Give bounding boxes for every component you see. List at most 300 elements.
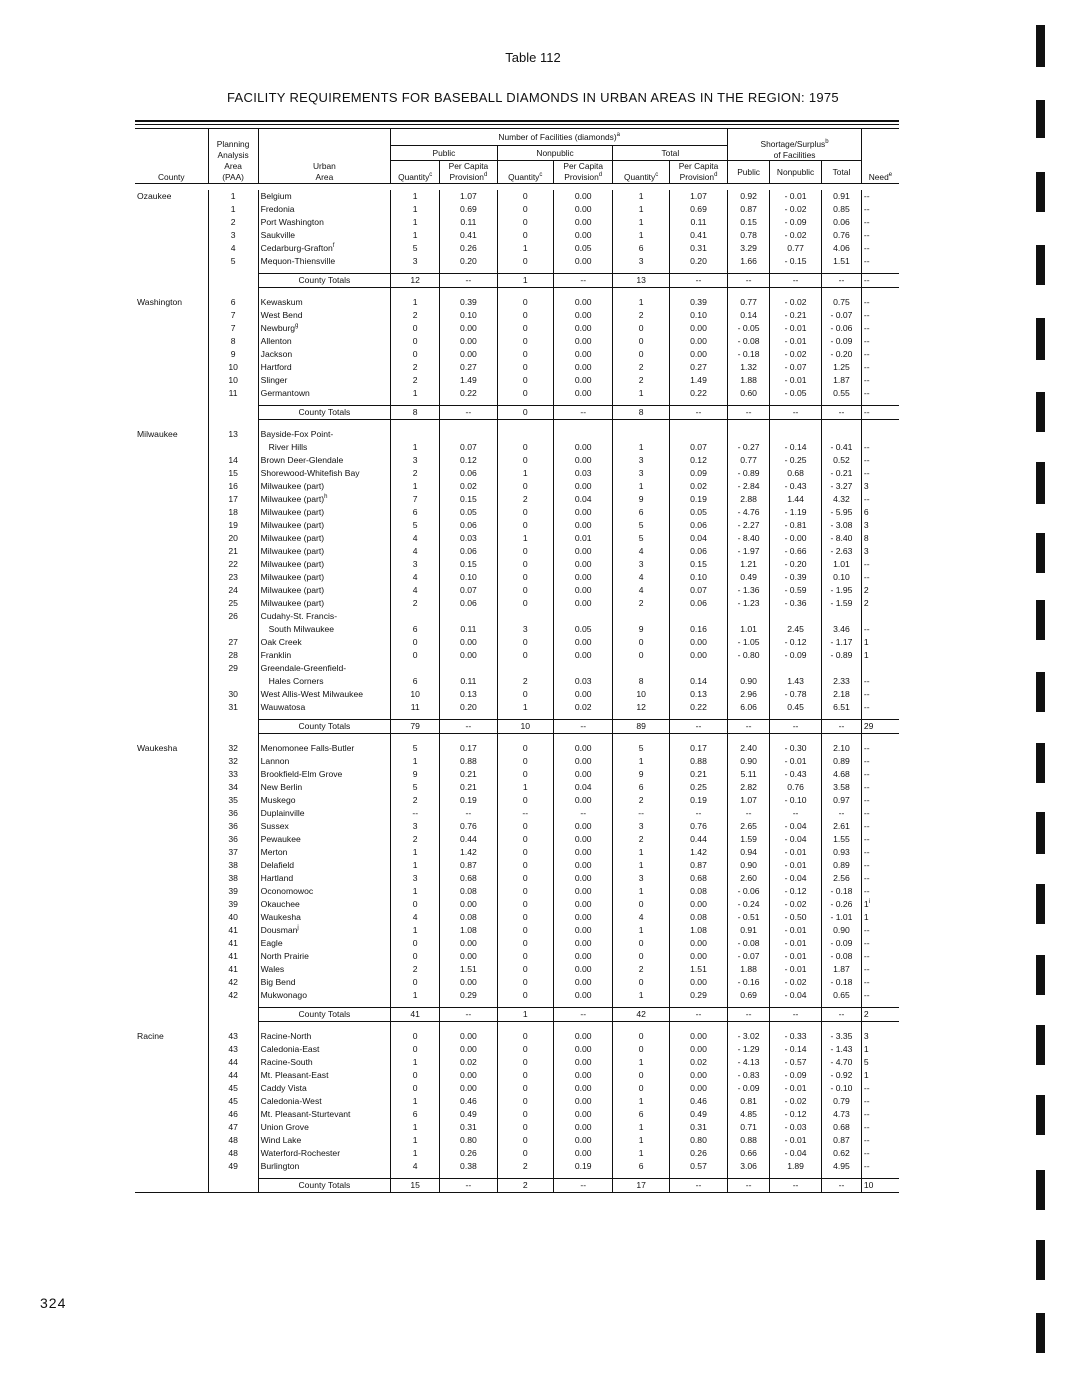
scan-edge-mark — [1036, 672, 1045, 712]
paa-cell: 35 — [208, 794, 258, 807]
paa-cell: 45 — [208, 1082, 258, 1095]
county-cell — [135, 688, 208, 701]
value-cell-pp: 0.00 — [440, 1030, 497, 1043]
totals-label: County Totals — [258, 720, 391, 734]
value-cell — [391, 662, 440, 675]
area-cell — [258, 755, 391, 768]
value-cell-pp: 0.69 — [440, 203, 497, 216]
value-cell-sn: - 0.57 — [769, 1056, 821, 1069]
value-cell-tp: 0.68 — [669, 872, 727, 885]
value-cell-st: - 0.26 — [822, 898, 862, 911]
county-totals-row — [135, 1008, 899, 1022]
value-cell-pq: 5 — [391, 781, 440, 794]
value-cell-st: - 0.10 — [822, 1082, 862, 1095]
table-row — [135, 203, 899, 216]
value-cell-sn: - 0.15 — [769, 255, 821, 268]
value-cell-tq: 3 — [613, 558, 669, 571]
value-cell-np: 0.00 — [553, 898, 612, 911]
totals-cell-sp: -- — [728, 1008, 770, 1022]
value-cell-tp: 0.29 — [669, 989, 727, 1002]
value-cell-st: - 0.20 — [822, 348, 862, 361]
value-cell-sn: - 0.36 — [769, 597, 821, 610]
value-cell-tq: 3 — [613, 255, 669, 268]
table-row — [135, 649, 899, 662]
paa-cell: 42 — [208, 976, 258, 989]
totals-cell-st: -- — [822, 720, 862, 734]
value-cell-nq: 2 — [497, 493, 553, 506]
paa-cell: 8 — [208, 335, 258, 348]
value-cell — [861, 428, 899, 441]
group-nonpublic: Nonpublic — [497, 146, 613, 161]
value-cell — [497, 662, 553, 675]
county-cell — [135, 649, 208, 662]
county-cell — [135, 768, 208, 781]
value-cell-pp: -- — [440, 807, 497, 820]
area-cell — [258, 532, 391, 545]
table-row — [135, 309, 899, 322]
value-cell-np: 0.00 — [553, 597, 612, 610]
area-cell — [258, 519, 391, 532]
paa-cell: 44 — [208, 1069, 258, 1082]
paa-cell: 39 — [208, 898, 258, 911]
value-cell-np: 0.00 — [553, 545, 612, 558]
value-cell-nq: 0 — [497, 229, 553, 242]
value-cell-tq: 1 — [613, 1121, 669, 1134]
value-cell-pq: 6 — [391, 623, 440, 636]
value-cell-np: 0.00 — [553, 794, 612, 807]
value-cell-sn: - 0.05 — [769, 387, 821, 400]
value-cell-sn: - 0.02 — [769, 229, 821, 242]
totals-cell-need: -- — [861, 406, 899, 420]
value-cell-np: 0.00 — [553, 558, 612, 571]
area-cell — [258, 1147, 391, 1160]
county-cell — [135, 493, 208, 506]
area-cell — [258, 976, 391, 989]
value-cell-pq: 1 — [391, 989, 440, 1002]
county-cell — [135, 374, 208, 387]
value-cell-pq: -- — [391, 807, 440, 820]
value-cell-st: - 0.41 — [822, 441, 862, 454]
value-cell-sp: 1.66 — [728, 255, 770, 268]
value-cell-pq: 1 — [391, 885, 440, 898]
area-name: Hartland — [260, 873, 294, 883]
value-cell-nq: 1 — [497, 242, 553, 255]
value-cell-tq: 6 — [613, 781, 669, 794]
value-cell-st: - 1.59 — [822, 597, 862, 610]
value-cell-pq: 1 — [391, 1121, 440, 1134]
value-cell-sp: - 0.27 — [728, 441, 770, 454]
value-cell — [669, 610, 727, 623]
value-cell-np: 0.00 — [553, 216, 612, 229]
value-cell-tp: 0.00 — [669, 1069, 727, 1082]
county-cell — [135, 924, 208, 937]
value-cell-nq: 0 — [497, 937, 553, 950]
table-row — [135, 623, 899, 636]
value-cell-st: - 0.18 — [822, 885, 862, 898]
value-cell-need: -- — [861, 493, 899, 506]
value-cell-nq: 3 — [497, 623, 553, 636]
value-cell-pq: 4 — [391, 571, 440, 584]
totals-cell-need: 29 — [861, 720, 899, 734]
county-cell — [135, 623, 208, 636]
county-cell — [135, 846, 208, 859]
county-cell — [135, 348, 208, 361]
value-cell-np: 0.00 — [553, 976, 612, 989]
area-name: Sussex — [260, 821, 289, 831]
value-cell-np: 0.00 — [553, 309, 612, 322]
value-cell-np: 0.00 — [553, 872, 612, 885]
value-cell-need: -- — [861, 833, 899, 846]
value-cell-tq: 1 — [613, 1134, 669, 1147]
table-row — [135, 1095, 899, 1108]
value-cell-tp: 0.80 — [669, 1134, 727, 1147]
county-cell — [135, 203, 208, 216]
totals-cell-pp: -- — [440, 274, 497, 288]
scan-edge-mark — [1036, 1240, 1045, 1280]
totals-cell-pp: -- — [440, 1179, 497, 1193]
value-cell-pp: 0.17 — [440, 742, 497, 755]
value-cell-sn: - 0.04 — [769, 872, 821, 885]
totals-cell-tp: -- — [669, 1008, 727, 1022]
value-cell-need: 2 — [861, 597, 899, 610]
value-cell-need: -- — [861, 950, 899, 963]
county-cell: Waukesha — [137, 743, 178, 753]
area-cell — [258, 807, 391, 820]
value-cell-pp: 0.41 — [440, 229, 497, 242]
table-row — [135, 937, 899, 950]
value-cell-st: 0.75 — [822, 296, 862, 309]
value-cell — [497, 610, 553, 623]
area-name: Racine-North — [260, 1031, 312, 1041]
area-name: Milwaukee (part) — [260, 572, 325, 582]
totals-cell-pq: 12 — [391, 274, 440, 288]
value-cell-tq: 6 — [613, 506, 669, 519]
value-cell-st: - 0.21 — [822, 467, 862, 480]
value-cell-np: 0.00 — [553, 924, 612, 937]
value-cell-st: 0.85 — [822, 203, 862, 216]
value-cell-pp: 0.00 — [440, 950, 497, 963]
value-cell-tq: 0 — [613, 950, 669, 963]
value-cell-st: - 1.17 — [822, 636, 862, 649]
paa-cell: 42 — [208, 989, 258, 1002]
area-name: Jackson — [260, 349, 293, 359]
area-cell — [258, 963, 391, 976]
value-cell-tp: 0.00 — [669, 649, 727, 662]
value-cell-need: -- — [861, 675, 899, 688]
area-name: Milwaukee (part) — [260, 546, 325, 556]
area-cell — [258, 649, 391, 662]
table-row — [135, 976, 899, 989]
value-cell-nq: 0 — [497, 846, 553, 859]
value-cell-tp: 0.41 — [669, 229, 727, 242]
value-cell-sp: 0.66 — [728, 1147, 770, 1160]
value-cell-need: 1 — [861, 649, 899, 662]
county-cell: Milwaukee — [137, 429, 178, 439]
value-cell-pq: 7 — [391, 493, 440, 506]
value-cell-pq: 1 — [391, 924, 440, 937]
area-cell — [258, 1069, 391, 1082]
value-cell-pp: 0.68 — [440, 872, 497, 885]
value-cell-pp: 1.51 — [440, 963, 497, 976]
value-cell-pp: 0.00 — [440, 636, 497, 649]
area-cell — [258, 1043, 391, 1056]
area-cell — [258, 480, 391, 493]
value-cell-nq: 0 — [497, 755, 553, 768]
value-cell-sn: - 0.07 — [769, 361, 821, 374]
table-row — [135, 1030, 899, 1043]
col-sp-nonpublic: Nonpublic — [769, 161, 821, 184]
value-cell-pq: 0 — [391, 1043, 440, 1056]
county-cell — [135, 781, 208, 794]
scan-edge-mark — [1036, 1170, 1045, 1210]
value-cell-sn: - 0.01 — [769, 950, 821, 963]
value-cell-st: 0.97 — [822, 794, 862, 807]
area-cell — [258, 937, 391, 950]
county-cell — [135, 309, 208, 322]
table-row — [135, 190, 899, 203]
value-cell-sp: - 0.16 — [728, 976, 770, 989]
value-cell-need: -- — [861, 807, 899, 820]
value-cell-tp: 0.44 — [669, 833, 727, 846]
county-cell — [135, 675, 208, 688]
area-name: Dousman — [260, 925, 298, 935]
value-cell-tq: 2 — [613, 597, 669, 610]
value-cell-pp: 0.05 — [440, 506, 497, 519]
value-cell-pq: 3 — [391, 454, 440, 467]
table-row — [135, 296, 899, 309]
area-cell: Cudahy-St. Francis- — [258, 610, 391, 623]
value-cell-need: -- — [861, 296, 899, 309]
paa-cell: 25 — [208, 597, 258, 610]
value-cell-tq: 4 — [613, 911, 669, 924]
value-cell-pq: 4 — [391, 584, 440, 597]
value-cell-sp: - 0.80 — [728, 649, 770, 662]
value-cell-need: -- — [861, 885, 899, 898]
value-cell-np: 0.00 — [553, 1121, 612, 1134]
value-cell-nq: 0 — [497, 1069, 553, 1082]
value-cell-sp: 1.59 — [728, 833, 770, 846]
value-cell-sp: 3.06 — [728, 1160, 770, 1173]
area-cell — [258, 361, 391, 374]
value-cell-sn: - 0.09 — [769, 216, 821, 229]
area-name: Mequon-Thiensville — [260, 256, 336, 266]
value-cell-need: -- — [861, 242, 899, 255]
county-totals-row — [135, 1179, 899, 1193]
value-cell-need: -- — [861, 216, 899, 229]
value-cell-nq: 1 — [497, 532, 553, 545]
value-cell-st: 0.89 — [822, 755, 862, 768]
paa-cell: 13 — [208, 428, 258, 441]
area-cell: River Hills — [258, 441, 391, 454]
value-cell-need: -- — [861, 387, 899, 400]
table-row — [135, 950, 899, 963]
totals-cell-sn: -- — [769, 1179, 821, 1193]
totals-label: County Totals — [258, 1008, 391, 1022]
value-cell-pq: 1 — [391, 859, 440, 872]
value-cell-np: 0.19 — [553, 1160, 612, 1173]
value-cell-sp: - 0.24 — [728, 898, 770, 911]
table-row — [135, 558, 899, 571]
value-cell-pp: 0.22 — [440, 387, 497, 400]
value-cell-np: 0.00 — [553, 480, 612, 493]
value-cell-sn: - 0.01 — [769, 190, 821, 203]
value-cell-nq: 2 — [497, 1160, 553, 1173]
col-sp-total: Total — [822, 161, 862, 184]
area-name: Racine-South — [260, 1057, 313, 1067]
value-cell-pq: 1 — [391, 190, 440, 203]
value-cell — [391, 610, 440, 623]
value-cell-need: -- — [861, 1147, 899, 1160]
value-cell-need: -- — [861, 846, 899, 859]
value-cell-pq: 0 — [391, 649, 440, 662]
area-name: Milwaukee (part) — [260, 520, 325, 530]
value-cell-tq: 1 — [613, 755, 669, 768]
value-cell-tq: 8 — [613, 675, 669, 688]
value-cell-sn: - 0.43 — [769, 480, 821, 493]
value-cell-tq: 5 — [613, 532, 669, 545]
value-cell-pp: 0.07 — [440, 441, 497, 454]
area-name: Milwaukee (part) — [260, 494, 325, 504]
value-cell-np: 0.03 — [553, 675, 612, 688]
value-cell-np: 0.00 — [553, 203, 612, 216]
value-cell-nq: 0 — [497, 1121, 553, 1134]
value-cell-sn: - 0.02 — [769, 348, 821, 361]
value-cell-np: 0.05 — [553, 623, 612, 636]
value-cell-pp: 0.19 — [440, 794, 497, 807]
value-cell-sp: - 0.18 — [728, 348, 770, 361]
value-cell-sn: - 0.01 — [769, 335, 821, 348]
value-cell-np: 0.00 — [553, 1147, 612, 1160]
value-cell-nq: 0 — [497, 885, 553, 898]
value-cell-pp: 0.06 — [440, 545, 497, 558]
value-cell-pp: 0.87 — [440, 859, 497, 872]
scan-edge-mark — [1036, 172, 1045, 212]
value-cell-need: -- — [861, 1095, 899, 1108]
value-cell-tp: 1.08 — [669, 924, 727, 937]
value-cell-sp: - 1.97 — [728, 545, 770, 558]
value-cell-nq: 0 — [497, 911, 553, 924]
value-cell-np: 0.00 — [553, 1069, 612, 1082]
value-cell-pp: 0.21 — [440, 768, 497, 781]
table-row — [135, 467, 899, 480]
value-cell-tp: 0.02 — [669, 480, 727, 493]
table-row — [135, 374, 899, 387]
county-cell — [135, 1095, 208, 1108]
value-cell-np: 0.00 — [553, 1043, 612, 1056]
value-cell-pq: 0 — [391, 1030, 440, 1043]
value-cell-sp: 0.60 — [728, 387, 770, 400]
value-cell — [669, 428, 727, 441]
area-name: Brown Deer-Glendale — [260, 455, 344, 465]
county-cell — [135, 885, 208, 898]
value-cell-st: 2.10 — [822, 742, 862, 755]
value-cell-sp: - 1.29 — [728, 1043, 770, 1056]
area-cell — [258, 506, 391, 519]
scan-edge-mark — [1036, 743, 1045, 783]
table-row — [135, 989, 899, 1002]
area-name: Milwaukee (part) — [260, 559, 325, 569]
table-row — [135, 454, 899, 467]
value-cell-pp: 0.27 — [440, 361, 497, 374]
value-cell-tq: 12 — [613, 701, 669, 714]
value-cell-nq: 0 — [497, 203, 553, 216]
value-cell-tp: 0.00 — [669, 937, 727, 950]
county-cell — [135, 1108, 208, 1121]
value-cell-tq: 5 — [613, 742, 669, 755]
area-name: Caddy Vista — [260, 1083, 307, 1093]
value-cell-sp: - 2.27 — [728, 519, 770, 532]
area-cell — [258, 924, 391, 937]
table-row — [135, 361, 899, 374]
value-cell-tp: 0.22 — [669, 387, 727, 400]
value-cell-pq: 1 — [391, 229, 440, 242]
value-cell-nq: 0 — [497, 322, 553, 335]
value-cell-nq: 0 — [497, 374, 553, 387]
area-name: Duplainville — [260, 808, 305, 818]
value-cell-pp: 0.49 — [440, 1108, 497, 1121]
col-nonpublic-quantity: Quantity$^c$ — [497, 161, 553, 184]
totals-cell-tq: 13 — [613, 274, 669, 288]
paa-cell: 7 — [208, 309, 258, 322]
value-cell-need: 1 — [861, 1043, 899, 1056]
totals-cell-pp: -- — [440, 1008, 497, 1022]
value-cell-pp: 0.00 — [440, 1082, 497, 1095]
value-cell-sn: - 0.01 — [769, 963, 821, 976]
table-body — [135, 190, 899, 1193]
value-cell-np: 0.00 — [553, 454, 612, 467]
value-cell-sp: - 0.08 — [728, 937, 770, 950]
area-name: Cedarburg-Grafton — [260, 243, 333, 253]
value-cell-tq: 0 — [613, 1043, 669, 1056]
value-cell-pq: 1 — [391, 1095, 440, 1108]
facility-table — [135, 128, 899, 1193]
area-cell: Greendale-Greenfield- — [258, 662, 391, 675]
value-cell-tq: 6 — [613, 1160, 669, 1173]
value-cell-sp: - 3.02 — [728, 1030, 770, 1043]
value-cell-need: 8 — [861, 532, 899, 545]
totals-cell-sp: -- — [728, 406, 770, 420]
paa-cell: 2 — [208, 216, 258, 229]
paa-cell: 27 — [208, 636, 258, 649]
paa-cell: 24 — [208, 584, 258, 597]
area-cell — [258, 584, 391, 597]
value-cell-sp: 1.01 — [728, 623, 770, 636]
value-cell-tp: 0.06 — [669, 545, 727, 558]
value-cell-tq: 6 — [613, 242, 669, 255]
paa-cell: 32 — [208, 742, 258, 755]
county-cell — [135, 454, 208, 467]
table-row — [135, 636, 899, 649]
value-cell-pq: 2 — [391, 374, 440, 387]
value-cell-need: -- — [861, 701, 899, 714]
value-cell-nq: 1 — [497, 781, 553, 794]
value-cell-pp: 0.08 — [440, 911, 497, 924]
value-cell-tp: 1.49 — [669, 374, 727, 387]
value-cell-pp: 0.15 — [440, 558, 497, 571]
value-cell-nq: 1 — [497, 701, 553, 714]
county-cell — [135, 571, 208, 584]
value-cell-sp: 1.88 — [728, 963, 770, 976]
value-cell-pq: 3 — [391, 558, 440, 571]
area-name: Port Washington — [260, 217, 324, 227]
area-cell — [258, 467, 391, 480]
value-cell-need: -- — [861, 781, 899, 794]
area-name: Delafield — [260, 860, 295, 870]
paa-cell: 16 — [208, 480, 258, 493]
value-cell-pp: 0.06 — [440, 597, 497, 610]
value-cell — [769, 428, 821, 441]
value-cell-tq: 4 — [613, 545, 669, 558]
